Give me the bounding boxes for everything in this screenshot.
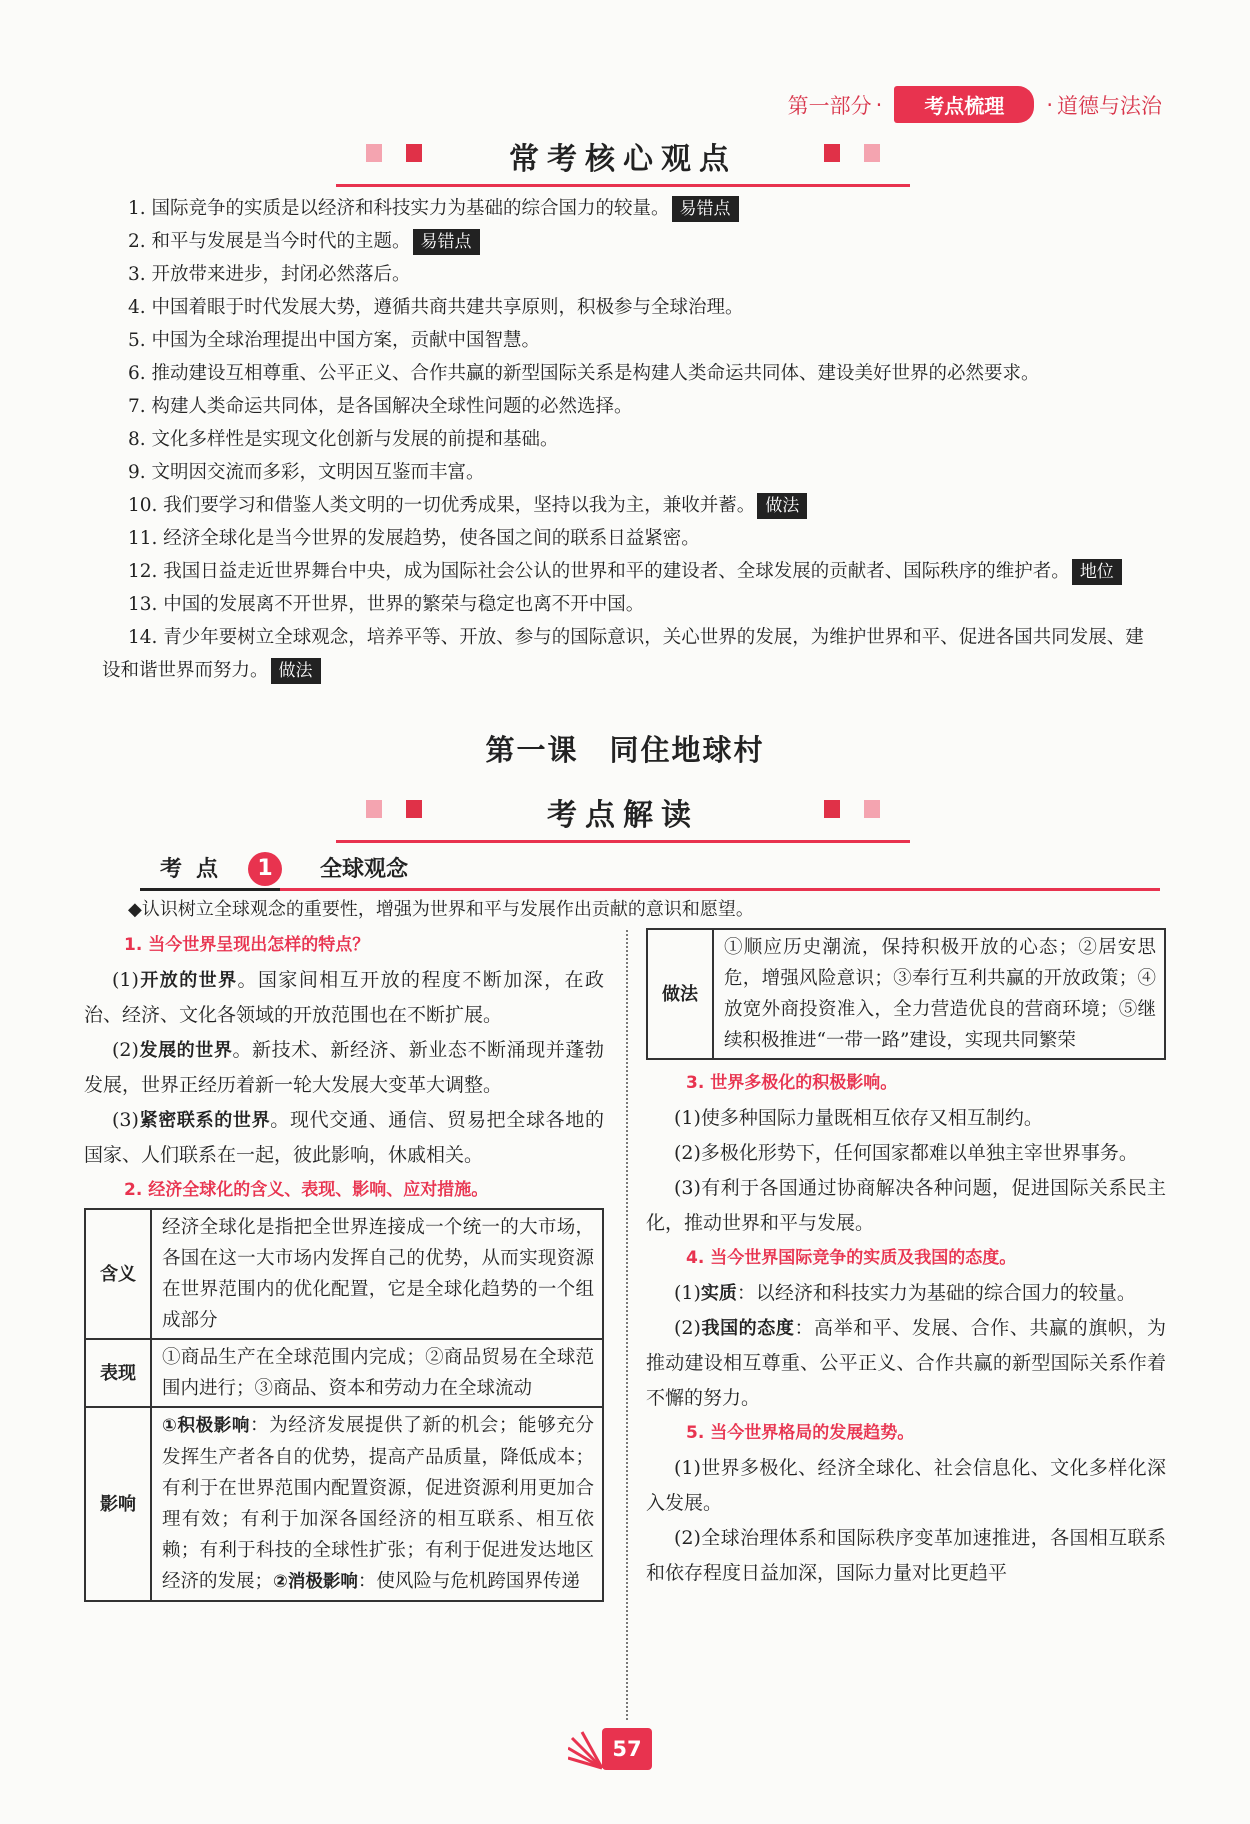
cell-text: ：使风险与危机跨国界传递 <box>357 1571 580 1592</box>
learning-goal: ◆认识树立全球观念的重要性，增强为世界和平与发展作出贡献的意识和愿望。 <box>128 899 754 920</box>
paragraph-text: ：以经济和科技实力为基础的综合国力的较量。 <box>736 1282 1136 1304</box>
kaodian-label: 考点 <box>160 856 233 882</box>
table-cell <box>151 1407 603 1601</box>
paragraph <box>84 963 604 1033</box>
globalization-table <box>84 1208 604 1602</box>
bold-term: 紧密联系的世界 <box>138 1110 271 1131</box>
list-item <box>102 555 1162 588</box>
item-number: (2) <box>112 1039 139 1061</box>
tag-badge: 地位 <box>1072 559 1122 585</box>
table-cell: ①顺应历史潮流，保持积极开放的心态；②居安思危，增强风险意识；③奉行互利共赢的开放政策；④放宽外商投资准入，全力营造优良的营商环境；⑤继续积极推进“一带一路”建设，实现共同繁荣 <box>713 929 1165 1059</box>
table-row <box>647 929 1165 1059</box>
banner-square <box>366 800 382 818</box>
table-row <box>85 1339 603 1407</box>
header-dot: · <box>875 92 883 117</box>
bold-term: 实质 <box>700 1283 737 1304</box>
cell-text: ：为经济发展提供了新的机会；能够充分发挥生产者各自的优势，提高产品质量，降低成本；有利于在世界范围内配置资源，促进资源利用更加合理有效；有利于加深各国经济的相互联系、相互依赖；有利于科技的全球性扩张；有利于促进发达地区经济的发展； <box>162 1415 594 1592</box>
list-item-text: 2. 和平与发展是当今时代的主题。 <box>128 231 411 252</box>
table-header-cell: 表现 <box>85 1339 151 1407</box>
banner-square <box>824 144 840 162</box>
tag-badge: 做法 <box>757 493 807 519</box>
question-heading: 5. 当今世界格局的发展趋势。 <box>686 1423 915 1443</box>
table-row <box>85 1209 603 1339</box>
header-dot: · <box>1046 92 1053 117</box>
list-item-text: 3. 开放带来进步，封闭必然落后。 <box>128 264 411 285</box>
banner-square <box>366 144 382 162</box>
right-column <box>646 928 1166 1591</box>
list-item <box>102 456 1162 489</box>
list-item <box>102 588 1162 621</box>
header-pill: 考点梳理 <box>894 86 1034 123</box>
list-item <box>102 621 1162 687</box>
lesson-title: 第一课 同住地球村 <box>485 733 765 767</box>
paragraph: (2)全球治理体系和国际秩序变革加速推进，各国相互联系和依存程度日益加深，国际力量对比更趋平 <box>646 1527 1166 1584</box>
header-subject: 道德与法治 <box>1057 93 1162 118</box>
list-item-text: 7. 构建人类命运共同体，是各国解决全球性问题的必然选择。 <box>128 396 633 417</box>
bold-term: 发展的世界 <box>138 1040 233 1061</box>
list-item <box>102 291 1162 324</box>
list-item <box>102 522 1162 555</box>
kaodian-underline <box>140 888 1160 891</box>
kaodian-header <box>140 852 1160 892</box>
list-item-text: 9. 文明因交流而多彩，文明因互鉴而丰富。 <box>128 462 485 483</box>
paragraph <box>84 1103 604 1173</box>
bold-term: ①积极影响 <box>162 1416 251 1436</box>
item-number: (2) <box>674 1317 701 1339</box>
table-header-cell: 做法 <box>647 929 713 1059</box>
list-item <box>102 357 1162 390</box>
analysis-banner <box>336 790 910 843</box>
list-item <box>102 192 1162 225</box>
list-item-text: 5. 中国为全球治理提出中国方案，贡献中国智慧。 <box>128 330 541 351</box>
question-heading: 1. 当今世界呈现出怎样的特点？ <box>124 935 370 955</box>
list-item-text: 1. 国际竞争的实质是以经济和科技实力为基础的综合国力的较量。 <box>128 198 670 219</box>
paragraph <box>84 1033 604 1103</box>
banner-underline <box>336 840 910 843</box>
left-column <box>84 928 604 1602</box>
banner-underline <box>336 184 910 187</box>
core-title: 常考核心观点 <box>509 142 737 177</box>
list-item-text: 10. 我们要学习和借鉴人类文明的一切优秀成果，坚持以我为主，兼收并蓄。 <box>128 495 756 516</box>
paragraph: (3)有利于各国通过协商解决各种问题，促进国际关系民主化，推动世界和平与发展。 <box>646 1177 1166 1234</box>
list-item-text: 4. 中国着眼于时代发展大势，遵循共商共建共享原则，积极参与全球治理。 <box>128 297 744 318</box>
paragraph <box>646 1276 1166 1311</box>
paragraph-text: 。现代交通、通信、贸易把全球各地的国家、人们联系在一起，彼此影响，休戚相关。 <box>84 1109 604 1166</box>
page-fan-icon <box>568 1730 604 1770</box>
list-item-text: 8. 文化多样性是实现文化创新与发展的前提和基础。 <box>128 429 559 450</box>
list-item <box>102 225 1162 258</box>
core-banner <box>336 134 910 187</box>
paragraph-text: 。新技术、新经济、新业态不断涌现并蓬勃发展，世界正经历着新一轮大发展大变革大调整。 <box>84 1039 604 1096</box>
bold-term: 开放的世界 <box>138 970 238 991</box>
kaodian-name: 全球观念 <box>320 857 409 882</box>
kaodian-underline-dark <box>140 888 280 891</box>
table-row <box>85 1407 603 1601</box>
column-divider <box>626 930 628 1720</box>
banner-square <box>406 800 422 818</box>
list-item <box>102 489 1162 522</box>
list-item-text: 12. 我国日益走近世界舞台中央，成为国际社会公认的世界和平的建设者、全球发展的贡献者、国际秩序的维护者。 <box>128 561 1070 582</box>
list-item <box>102 390 1162 423</box>
bold-term: ②消极影响 <box>273 1572 358 1592</box>
tag-badge: 易错点 <box>672 196 739 222</box>
measures-table <box>646 928 1166 1060</box>
list-item-text: 14. 青少年要树立全球观念，培养平等、开放、参与的国际意识，关心世界的发展，为维护世界和平、促进各国共同发展、建设和谐世界而努力。 <box>102 627 1144 681</box>
item-number: (3) <box>112 1109 139 1131</box>
question-heading: 3. 世界多极化的积极影响。 <box>686 1073 898 1093</box>
paragraph: (1)使多种国际力量既相互依存又相互制约。 <box>674 1107 1043 1129</box>
banner-square <box>864 144 880 162</box>
list-item-text: 11. 经济全球化是当今世界的发展趋势，使各国之间的联系日益紧密。 <box>128 528 700 549</box>
item-number: (1) <box>112 969 139 991</box>
table-cell: ①商品生产在全球范围内完成；②商品贸易在全球范围内进行；③商品、资本和劳动力在全球流动 <box>151 1339 603 1407</box>
page-number-badge: 57 <box>602 1728 652 1770</box>
bold-term: 我国的态度 <box>700 1318 795 1339</box>
banner-square <box>406 144 422 162</box>
page-header <box>788 86 1162 123</box>
question-heading: 2. 经济全球化的含义、表现、影响、应对措施。 <box>124 1180 489 1200</box>
banner-square <box>864 800 880 818</box>
list-item <box>102 258 1162 291</box>
paragraph-text: 。国家间相互开放的程度不断加深，在政治、经济、文化各领域的开放范围也在不断扩展。 <box>84 969 604 1026</box>
paragraph: (1)世界多极化、经济全球化、社会信息化、文化多样化深入发展。 <box>646 1457 1166 1514</box>
header-part: 第一部分 <box>787 93 872 118</box>
paragraph-text: ：高举和平、发展、合作、共赢的旗帜，为推动建设相互尊重、公平正义、合作共赢的新型国际关系作着不懈的努力。 <box>646 1317 1166 1409</box>
item-number: (1) <box>674 1282 701 1304</box>
banner-square <box>824 800 840 818</box>
page-number <box>594 1728 658 1770</box>
kaodian-number: 1 <box>248 852 282 886</box>
list-item-text: 6. 推动建设互相尊重、公平正义、合作共赢的新型国际关系是构建人类命运共同体、建设美好世界的必然要求。 <box>128 363 1040 384</box>
analysis-title: 考点解读 <box>547 798 699 833</box>
table-cell: 经济全球化是指把全世界连接成一个统一的大市场，各国在这一大市场内发挥自己的优势，从而实现资源在世界范围内的优化配置，它是全球化趋势的一个组成部分 <box>151 1209 603 1339</box>
table-header-cell: 含义 <box>85 1209 151 1339</box>
list-item <box>102 423 1162 456</box>
question-heading: 4. 当今世界国际竞争的实质及我国的态度。 <box>686 1248 1017 1268</box>
core-viewpoint-list <box>102 192 1162 687</box>
table-header-cell: 影响 <box>85 1407 151 1601</box>
paragraph <box>646 1311 1166 1416</box>
tag-badge: 做法 <box>271 658 321 684</box>
tag-badge: 易错点 <box>413 229 480 255</box>
paragraph: (2)多极化形势下，任何国家都难以单独主宰世界事务。 <box>674 1142 1138 1164</box>
list-item-text: 13. 中国的发展离不开世界，世界的繁荣与稳定也离不开中国。 <box>128 594 645 615</box>
list-item <box>102 324 1162 357</box>
